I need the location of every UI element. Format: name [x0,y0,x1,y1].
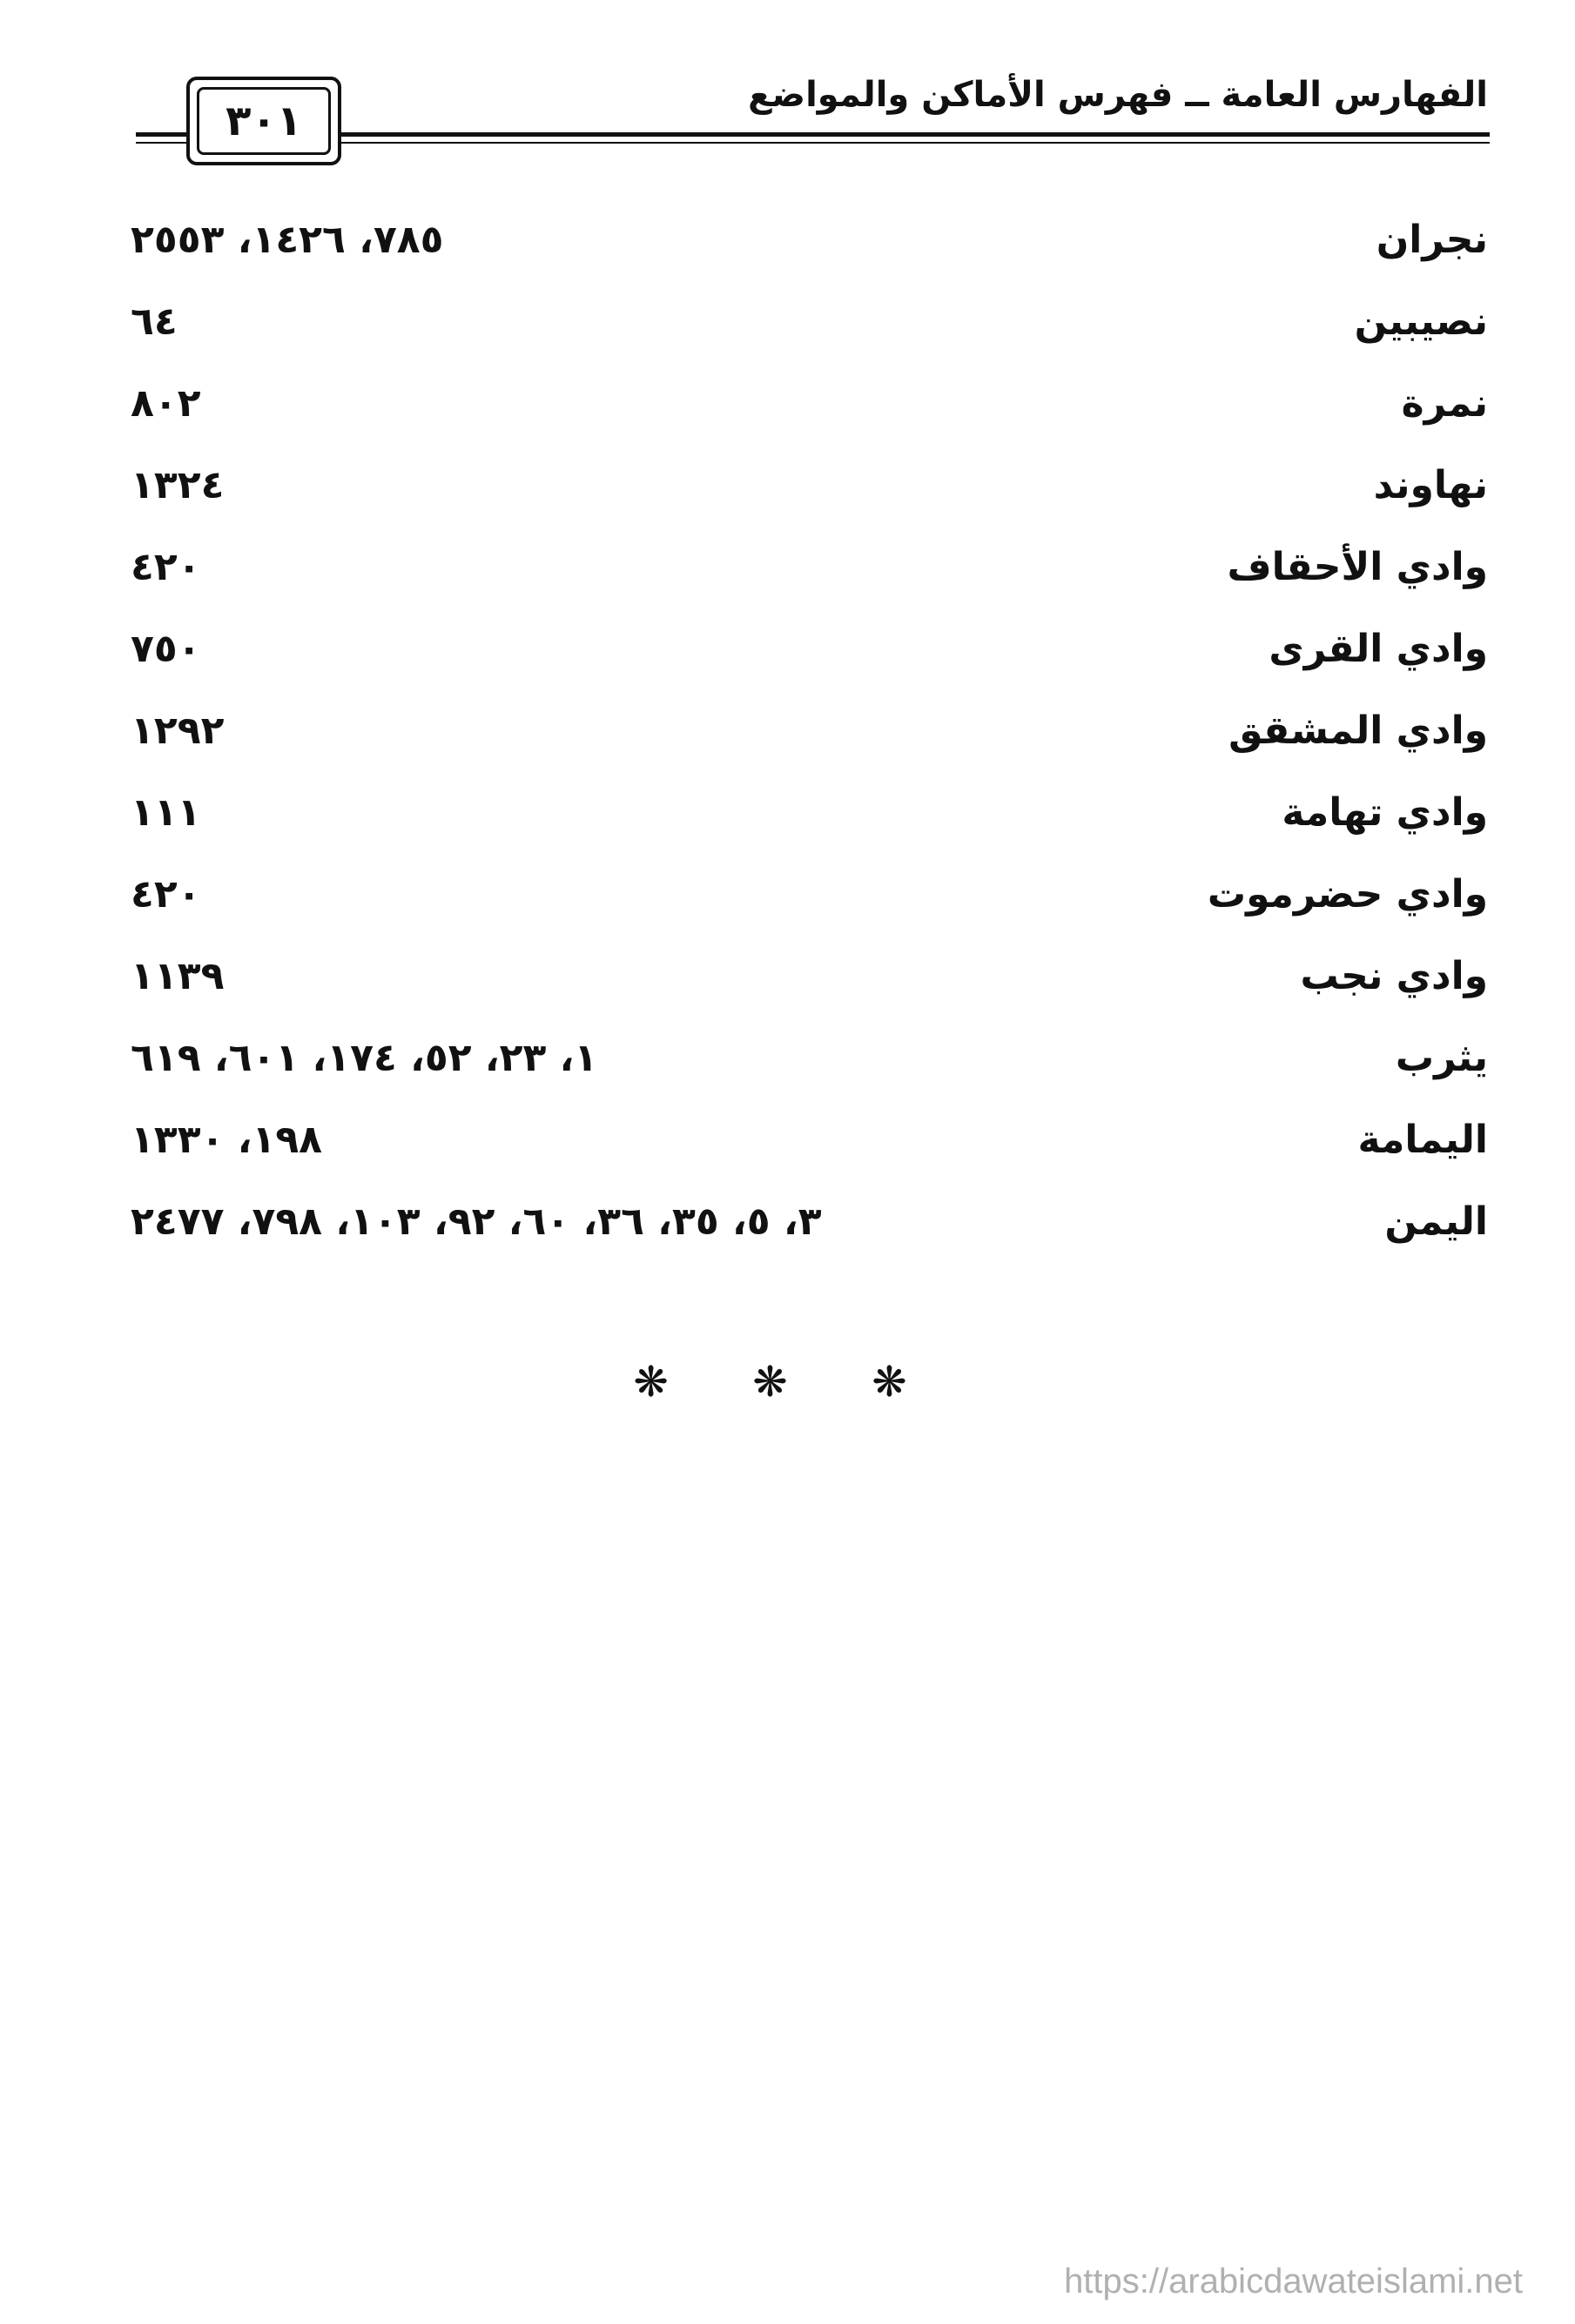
page-references: ١٩٨، ١٣٣٠ [131,1118,323,1162]
index-entry [131,209,1488,291]
index-entry [131,373,1488,454]
header-rule-left [136,132,186,137]
place-name: وادي الأحقاف [1227,545,1488,589]
place-name: وادي المشقق [1228,709,1488,753]
place-name: نهاوند [1373,463,1488,507]
running-title: الفهارس العامة ــ فهرس الأماكن والمواضع [748,75,1488,115]
index-entry [131,291,1488,373]
header-rule-thin [341,142,1490,144]
header-rule [341,132,1490,137]
header-rule-left-thin [136,142,186,144]
index-entry [131,454,1488,536]
page-references: ٤٢٠ [131,872,201,917]
index-entries [131,209,1488,1273]
section-separator: ❋ ❋ ❋ [633,1358,942,1407]
page-references: ٤٢٠ [131,545,201,589]
index-entry [131,1027,1488,1109]
page-references: ٧٨٥، ١٤٢٦، ٢٥٥٣ [131,218,444,262]
page-references: ١، ٢٣، ٥٢، ١٧٤، ٦٠١، ٦١٩ [131,1036,598,1080]
index-entry [131,945,1488,1027]
page-number-frame [186,77,341,165]
place-name: اليمامة [1357,1118,1488,1162]
page-references: ١٢٩٢ [131,709,225,753]
page-number: ٣٠١ [197,87,331,155]
place-name: نمرة [1401,381,1488,426]
index-entry [131,863,1488,945]
place-name: اليمن [1384,1199,1488,1244]
page-references: ١٣٢٤ [131,463,225,507]
place-name: نجران [1376,218,1488,262]
index-entry [131,782,1488,863]
place-name: وادي نجب [1300,954,1488,998]
index-entry [131,536,1488,618]
index-entry [131,618,1488,700]
page-references: ٨٠٢ [131,381,201,426]
place-name: وادي حضرموت [1207,872,1488,917]
index-entry [131,700,1488,782]
index-entry [131,1191,1488,1273]
place-name: نصيبين [1354,299,1488,344]
index-entry [131,1109,1488,1191]
page-references: ١١٣٩ [131,954,225,998]
page-references: ٣، ٥، ٣٥، ٣٦، ٦٠، ٩٢، ١٠٣، ٧٩٨، ٢٤٧٧ [131,1199,822,1244]
page-references: ١١١ [131,790,201,835]
watermark: https://arabicdawateislami.net [1064,2262,1523,2300]
place-name: وادي القرى [1269,627,1488,671]
page-references: ٦٤ [131,299,178,344]
place-name: وادي تهامة [1282,790,1488,835]
place-name: يثرب [1395,1036,1488,1080]
page-references: ٧٥٠ [131,627,201,671]
